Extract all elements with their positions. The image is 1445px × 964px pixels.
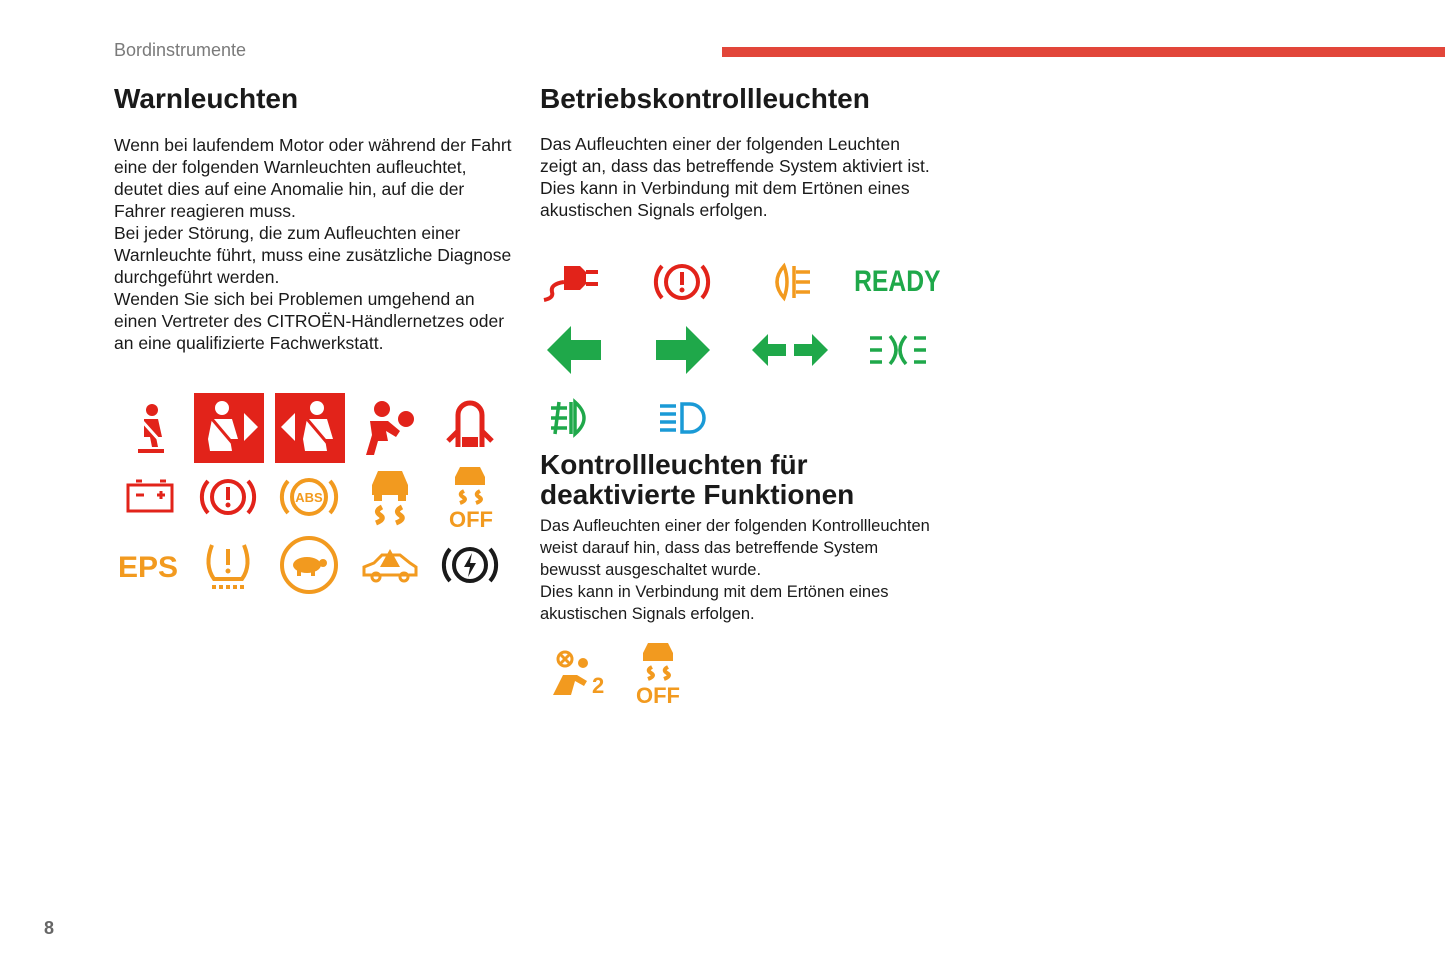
betriebskontrollleuchten-paragraph-2: Dies kann in Verbindung mit dem Ertönen eines akustischen Signals erfolgen. — [540, 178, 910, 220]
ready-icon — [854, 252, 941, 312]
betriebskontrollleuchten-title: Betriebskontrollleuchten — [540, 83, 870, 114]
left-turn-arrow-icon — [545, 320, 605, 380]
seatbelt-front-left-icon — [194, 393, 264, 463]
seatbelt-icon — [120, 397, 180, 457]
kontrollleuchten-paragraph-1: Das Aufleuchten einer der folgenden Kontrollleuchten weist darauf hin, dass das betreffende System bewusst ausgeschaltet wurde. — [540, 517, 930, 579]
betriebskontrollleuchten-paragraph-1: Das Aufleuchten einer der folgenden Leuchten zeigt an, dass das betreffende System aktiviert ist. — [540, 134, 930, 176]
seatbelt-front-right-icon — [275, 393, 345, 463]
esp-icon — [360, 467, 420, 527]
esp-off-deactivated-icon — [628, 641, 688, 707]
warnleuchten-paragraph-1: Wenn bei laufendem Motor oder während der Fahrt eine der folgenden Warnleuchten aufleuchtet, deutet dies auf eine Anomalie hin, auf die der Fahrer reagieren muss. — [114, 135, 512, 221]
parking-brake-icon — [652, 252, 712, 312]
warnleuchten-section — [114, 84, 514, 354]
main-beam-icon — [652, 388, 712, 448]
tyre-pressure-icon — [198, 535, 258, 595]
brake-icon — [198, 467, 258, 527]
sidelights-icon — [866, 320, 930, 380]
charging-plug-icon — [542, 252, 602, 312]
rear-fog-icon — [762, 252, 822, 312]
kontrollleuchten-title-line-2: deaktivierte Funktionen — [540, 479, 855, 510]
turtle-icon — [279, 535, 339, 595]
service-icon — [360, 535, 420, 595]
page-number: 8 — [44, 918, 55, 938]
esp-off-icon-text: OFF — [449, 507, 493, 532]
esp-off-icon — [440, 465, 500, 531]
kontrollleuchten-paragraph-2: Dies kann in Verbindung mit dem Ertönen eines akustischen Signals erfolgen. — [540, 583, 889, 623]
section-header-label: Bordinstrumente — [114, 40, 247, 60]
airbag-icon — [362, 397, 422, 457]
passenger-airbag-off-icon-text: 2 — [592, 673, 605, 698]
ready-icon-text: READY — [854, 263, 941, 298]
passenger-airbag-off-icon — [547, 645, 607, 705]
kontrollleuchten-text — [540, 515, 940, 625]
betriebskontrollleuchten-section — [540, 84, 940, 221]
abs-icon — [279, 467, 339, 527]
abs-icon-text: ABS — [295, 490, 323, 505]
eps-icon-text: EPS — [117, 551, 179, 584]
door-open-icon — [440, 397, 500, 457]
battery-icon — [120, 467, 180, 527]
warnleuchten-paragraph-2: Bei jeder Störung, die zum Aufleuchten einer Warnleuchte führt, muss eine zusätzliche Diagnose durchgeführt werden. — [114, 223, 512, 287]
hazard-arrows-icon — [750, 320, 830, 380]
esp-off-deactivated-icon-text: OFF — [636, 683, 680, 708]
front-fog-icon — [545, 388, 605, 448]
power-steering-icon — [440, 535, 500, 595]
warnleuchten-paragraph-3: Wenden Sie sich bei Problemen umgehend an einen Vertreter des CITROËN-Händlernetzes oder an eine qualifizierte Fachwerkstatt. — [114, 289, 505, 353]
header-accent-bar — [722, 47, 1445, 57]
kontrollleuchten-section — [540, 450, 940, 510]
eps-icon — [118, 535, 178, 595]
warnleuchten-title: Warnleuchten — [114, 83, 299, 114]
right-turn-arrow-icon — [652, 320, 712, 380]
kontrollleuchten-title-line-1: Kontrollleuchten für — [540, 449, 808, 480]
